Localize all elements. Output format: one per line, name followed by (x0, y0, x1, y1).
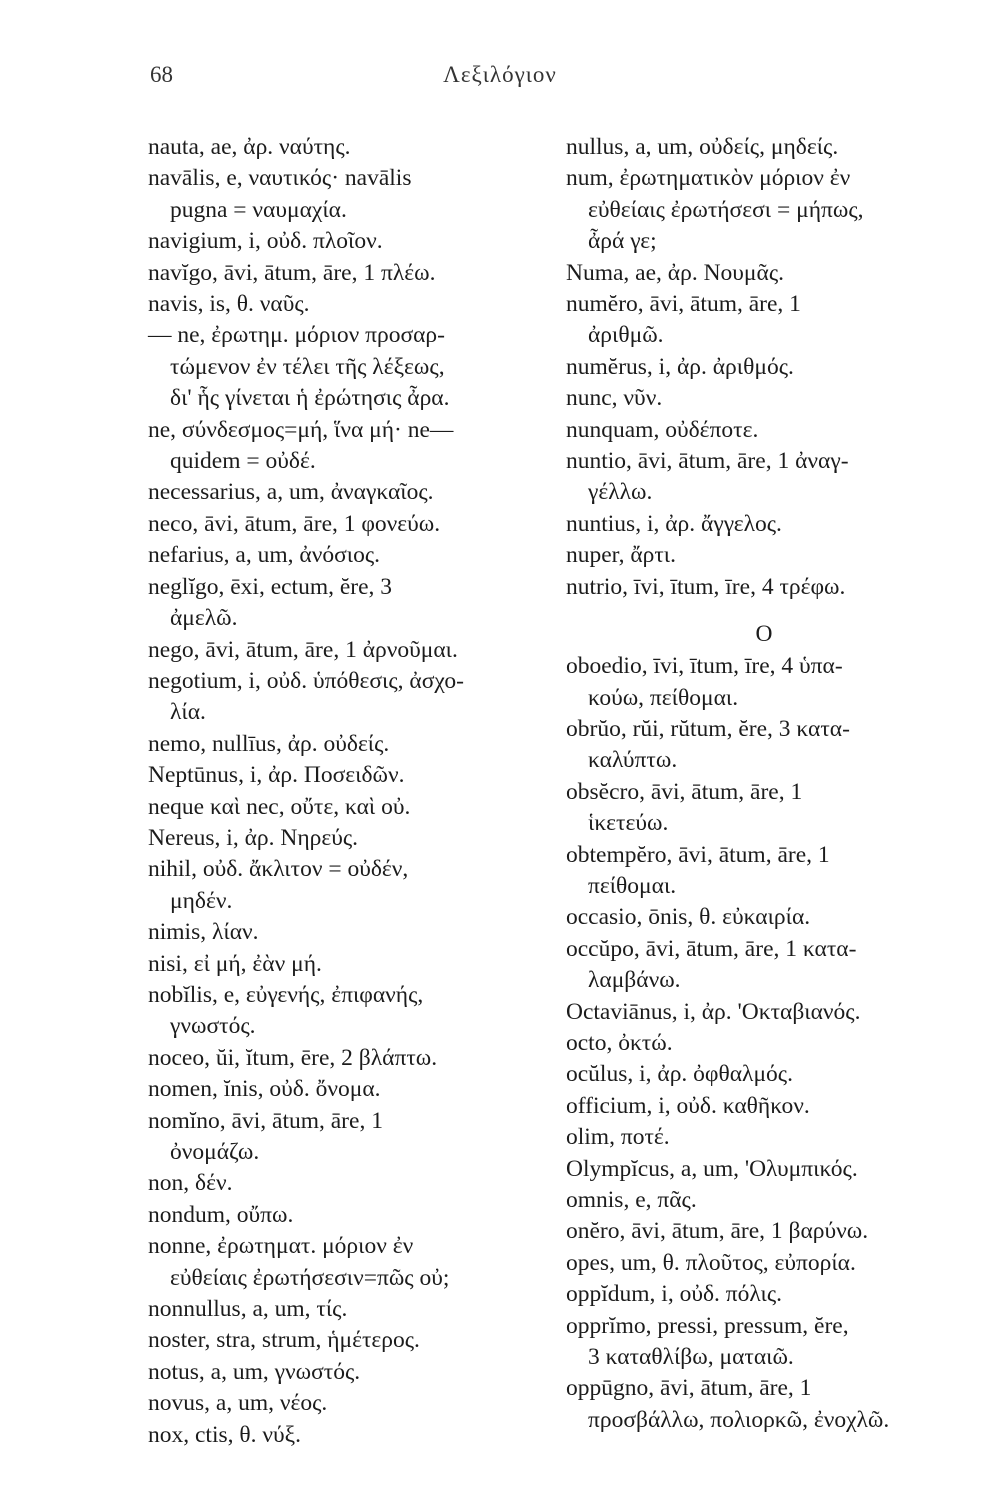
entry-line: negotium, i, οὐδ. ὑπόθεσις, ἀσχο- (148, 667, 464, 694)
entry-line: nox, ctis, θ. νύξ. (148, 1421, 302, 1448)
entry-line: occŭpo, āvi, ātum, āre, 1 κατα- (566, 935, 857, 962)
entry-line: nuntius, i, ἀρ. ἄγγελος. (566, 510, 782, 537)
dictionary-entry (148, 226, 538, 257)
dictionary-entry (566, 1185, 962, 1216)
dictionary-entry (148, 320, 538, 414)
entry-line: ἆρά γε; (588, 228, 657, 255)
entry-line: nullus, a, um, οὐδείς, μηδείς. (566, 134, 839, 160)
entry-line: τώμενον ἐν τέλει τῆς λέξεως, (170, 353, 445, 380)
dictionary-entry (566, 997, 962, 1028)
entry-line: Nereus, i, ἀρ. Νηρεύς. (148, 824, 359, 851)
dictionary-entry (148, 1043, 538, 1074)
dictionary-entry (148, 854, 538, 917)
entry-line: navis, is, θ. ναῦς. (148, 291, 310, 318)
entry-line: nomĭno, āvi, ātum, āre, 1 (148, 1107, 383, 1134)
entry-line: nefarius, a, um, ἀνόσιος. (148, 542, 381, 569)
dictionary-entry (566, 258, 962, 289)
entry-line: notus, a, um, γνωστός. (148, 1358, 361, 1385)
dictionary-entry (148, 1168, 538, 1199)
entry-line: obsĕcro, āvi, ātum, āre, 1 (566, 778, 803, 805)
dictionary-entry (566, 289, 962, 352)
dictionary-entry (566, 1216, 962, 1247)
dictionary-entry (148, 415, 538, 478)
entry-line: μηδέν. (170, 887, 233, 914)
entry-line: Neptūnus, i, ἀρ. Ποσειδῶν. (148, 762, 405, 789)
dictionary-entry (566, 446, 962, 509)
entry-line: numĕrus, i, ἀρ. ἀριθμός. (566, 353, 794, 380)
page-header (150, 62, 850, 92)
dictionary-entry (148, 163, 538, 226)
entry-line: non, δέν. (148, 1170, 233, 1197)
dictionary-entry (148, 1357, 538, 1388)
entry-line: nauta, ae, ἀρ. ναύτης. (148, 134, 351, 160)
entry-line: ὀνομάζω. (170, 1139, 260, 1165)
entry-line: necessarius, a, um, ἀναγκαῖος. (148, 479, 434, 506)
dictionary-entry (148, 509, 538, 540)
entry-line: nuper, ἄρτι. (566, 542, 676, 569)
entry-line: neglĭgo, ēxi, ectum, ĕre, 3 (148, 573, 393, 600)
dictionary-entry (566, 572, 962, 603)
entry-line: neque καὶ nec, οὔτε, καὶ οὐ. (148, 793, 411, 820)
entry-line: oboedio, īvi, ītum, īre, 4 ὑπα- (566, 653, 843, 680)
entry-line: καλύπτω. (588, 747, 678, 774)
dictionary-entry (566, 415, 962, 446)
dictionary-entry (566, 509, 962, 540)
dictionary-entry (148, 1074, 538, 1105)
dictionary-entry (566, 1248, 962, 1279)
dictionary-entry (148, 823, 538, 854)
dictionary-entry (566, 540, 962, 571)
entry-line: nunquam, οὐδέποτε. (566, 416, 759, 443)
dictionary-entry (148, 1294, 538, 1325)
dictionary-entry (566, 1373, 962, 1436)
entry-line: nonnullus, a, um, τίς. (148, 1296, 348, 1323)
entry-line: nobĭlis, e, εὐγενής, ἐπιφανής, (148, 981, 424, 1008)
dictionary-entry (148, 792, 538, 823)
entry-line: noster, stra, strum, ἡμέτερος. (148, 1327, 420, 1354)
right-column (566, 132, 962, 1436)
dictionary-entry (148, 540, 538, 571)
entry-line: Numa, ae, ἀρ. Νουμᾶς. (566, 259, 785, 286)
dictionary-entry (148, 666, 538, 729)
dictionary-entry (566, 1279, 962, 1310)
dictionary-entry (566, 1122, 962, 1153)
entry-line: Olympĭcus, a, um, 'Ολυμπικός. (566, 1155, 858, 1182)
dictionary-entry (148, 1106, 538, 1169)
entry-line: Octaviānus, i, ἀρ. 'Οκταβιανός. (566, 998, 861, 1025)
entry-line: obtempĕro, āvi, ātum, āre, 1 (566, 841, 830, 868)
entry-line: nimis, λίαν. (148, 919, 259, 946)
dictionary-entry (566, 934, 962, 997)
dictionary-entry (148, 729, 538, 760)
dictionary-entry (148, 572, 538, 635)
dictionary-entry (566, 902, 962, 933)
entry-line: opprĭmo, pressi, pressum, ĕre, (566, 1312, 849, 1339)
entry-line: προσβάλλω, πολιορκῶ, ἐνοχλῶ. (588, 1406, 890, 1433)
entry-line: occasio, ōnis, θ. εὐκαιρία. (566, 904, 811, 931)
dictionary-entry (566, 1311, 962, 1374)
dictionary-entry (566, 714, 962, 777)
entry-line: neco, āvi, ātum, āre, 1 φονεύω. (148, 510, 441, 537)
dictionary-entry (148, 289, 538, 320)
entry-line: nego, āvi, ātum, āre, 1 ἀρνοῦμαι. (148, 636, 458, 663)
dictionary-entry (566, 383, 962, 414)
dictionary-entry (566, 132, 962, 163)
dictionary-entry (148, 760, 538, 791)
dictionary-entry (566, 777, 962, 840)
running-title: Λεξιλόγιον (443, 62, 557, 87)
entry-line: nonne, ἐρωτηματ. μόριον ἐν (148, 1233, 414, 1260)
entry-line: πείθομαι. (588, 872, 677, 899)
entry-line: novus, a, um, νέος. (148, 1390, 328, 1417)
entry-line: λία. (170, 699, 206, 726)
page-number: 68 (150, 62, 173, 87)
entry-line: numĕro, āvi, ātum, āre, 1 (566, 291, 801, 318)
dictionary-entry (566, 840, 962, 903)
entry-line: num, ἐρωτηματικὸν μόριον ἐν (566, 165, 851, 192)
dictionary-entry (566, 651, 962, 714)
entry-line: ἀμελῶ. (170, 605, 238, 632)
dictionary-entry (148, 949, 538, 980)
dictionary-entry (148, 1325, 538, 1356)
dictionary-entry (566, 1028, 962, 1059)
entry-line: navĭgo, āvi, ātum, āre, 1 πλέω. (148, 259, 436, 286)
entry-line: nemo, nullīus, ἀρ. οὐδείς. (148, 730, 390, 757)
dictionary-entry (148, 132, 538, 163)
entry-line: δι' ἧς γίνεται ἡ ἐρώτησις ἆρα. (170, 385, 450, 412)
entry-line: ἱκετεύω. (588, 810, 669, 837)
entry-line: nunc, νῦν. (566, 385, 663, 412)
entry-line: omnis, e, πᾶς. (566, 1187, 697, 1213)
dictionary-entry (148, 1420, 538, 1451)
dictionary-entry (148, 1231, 538, 1294)
entry-line: oppĭdum, i, οὐδ. πόλις. (566, 1281, 783, 1308)
entry-line: κούω, πείθομαι. (588, 684, 739, 711)
dictionary-entry (566, 352, 962, 383)
entry-line: noceo, ŭi, ĭtum, ēre, 2 βλάπτω. (148, 1044, 438, 1071)
entry-line: opes, um, θ. πλοῦτος, εὐπορία. (566, 1249, 856, 1276)
dictionary-entry (148, 1200, 538, 1231)
dictionary-entry (148, 635, 538, 666)
entry-line: quidem = οὐδέ. (170, 448, 316, 475)
section-letter-o: O (755, 621, 773, 648)
entry-line: — ne, ἐρωτημ. μόριον προσαρ- (148, 322, 445, 349)
left-column (148, 132, 538, 1451)
entry-line: oppūgno, āvi, ātum, āre, 1 (566, 1375, 812, 1402)
entry-line: navālis, e, ναυτικός· navālis (148, 165, 412, 192)
entry-line: λαμβάνω. (588, 967, 681, 994)
entry-line: εὐθείαις ἐρωτήσεσιν=πῶς οὐ; (170, 1264, 450, 1291)
entry-line: γνωστός. (170, 1013, 256, 1040)
entry-line: octo, ὀκτώ. (566, 1029, 673, 1056)
entry-line: nondum, οὔπω. (148, 1201, 294, 1228)
entry-line: nutrio, īvi, ītum, īre, 4 τρέφω. (566, 573, 846, 600)
entry-line: officium, i, οὐδ. καθῆκον. (566, 1092, 810, 1119)
entry-line: εὐθείαις ἐρωτήσεσι = μήπως, (588, 196, 864, 223)
entry-line: pugna = ναυμαχία. (170, 196, 347, 223)
entry-line: ocŭlus, i, ἀρ. ὀφθαλμός. (566, 1061, 793, 1088)
entry-line: γέλλω. (588, 479, 653, 506)
dictionary-entry (566, 1154, 962, 1185)
entry-line: ἀριθμῶ. (588, 322, 664, 349)
entry-line: ne, σύνδεσμος=μή, ἵνα μή· ne— (148, 416, 454, 443)
entry-line: onĕro, āvi, ātum, āre, 1 βαρύνω. (566, 1218, 869, 1245)
dictionary-entry (566, 1091, 962, 1122)
entry-line: nisi, εἰ μή, ἐὰν μή. (148, 950, 322, 977)
n-entries (566, 132, 962, 603)
dictionary-entry (148, 917, 538, 948)
entry-line: obrŭo, rŭi, rŭtum, ĕre, 3 κατα- (566, 715, 850, 742)
dictionary-entry (148, 477, 538, 508)
dictionary-entry (566, 1059, 962, 1090)
entry-line: navigium, i, οὐδ. πλοῖον. (148, 228, 383, 255)
dictionary-entry (148, 980, 538, 1043)
entry-line: olim, ποτέ. (566, 1124, 670, 1151)
dictionary-entry (148, 258, 538, 289)
entry-line: nihil, οὐδ. ἄκλιτον = οὐδέν, (148, 856, 409, 883)
entry-line: nuntio, āvi, ātum, āre, 1 ἀναγ- (566, 448, 849, 475)
entry-line: 3 καταθλίβω, ματαιῶ. (588, 1344, 794, 1371)
o-entries (566, 651, 962, 1436)
entry-line: nomen, ĭnis, οὐδ. ὄνομα. (148, 1076, 381, 1103)
dictionary-entry (566, 163, 962, 257)
dictionary-entry (148, 1388, 538, 1419)
